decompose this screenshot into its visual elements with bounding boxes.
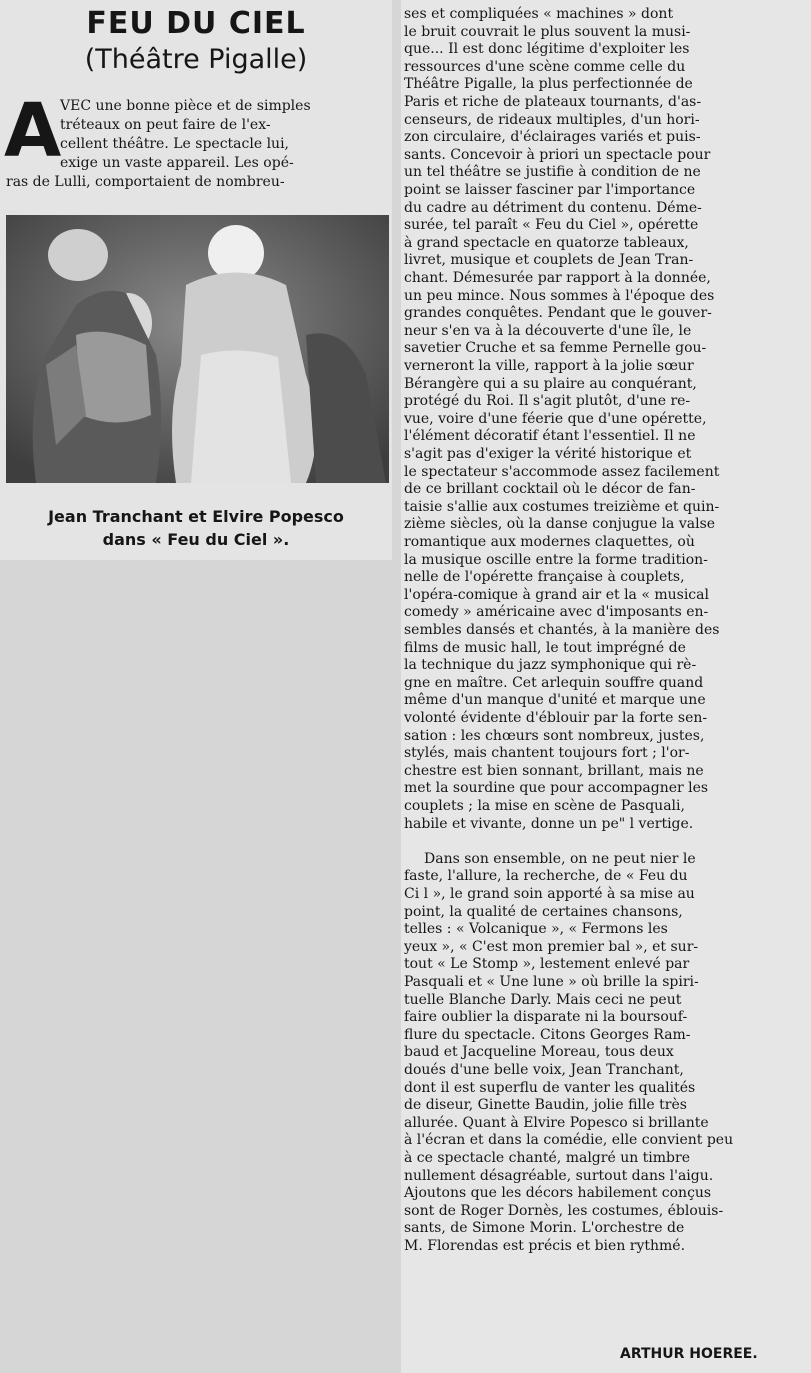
body-line: habile et vivante, donne un pe" l vertige. (404, 815, 694, 832)
body-line: Pasquali et « Une lune » où brille la spiri- (404, 974, 699, 990)
intro-line: cellent théâtre. Le spectacle lui, (60, 136, 289, 152)
body-line: flure du spectacle. Citons Georges Ram- (404, 1026, 691, 1043)
body-line: baud et Jacqueline Moreau, tous deux (404, 1044, 674, 1061)
body-line: couplets ; la mise en scène de Pasquali, (404, 798, 685, 814)
body-line: grandes conquêtes. Pendant que le gouver- (404, 305, 712, 322)
body-line: yeux », « C'est mon premier bal », et sur- (404, 938, 699, 955)
body-line: telles : « Volcanique », « Fermons les (404, 921, 668, 938)
body-line: zième siècles, où la danse conjugue la valse (404, 516, 716, 533)
body-line: dont il est superflu de vanter les qualités (404, 1079, 696, 1096)
body-line: faire oublier la disparate ni la boursouf- (404, 1009, 688, 1026)
caption-line: dans « Feu du Ciel ». (102, 530, 290, 549)
article-title: FEU DU CIEL (86, 6, 306, 41)
body-line: sants, de Simone Morin. L'orchestre de (404, 1220, 685, 1237)
body-line: protégé du Roi. Il s'agit plutôt, d'une re- (404, 393, 691, 410)
drop-cap: A (4, 88, 62, 174)
article-subtitle: (Théâtre Pigalle) (84, 44, 308, 75)
body-line: M. Florendas est précis et bien rythmé. (404, 1238, 686, 1254)
body-line: sembles dansés et chantés, à la manière des (404, 622, 720, 638)
body-line: sants. Concevoir à priori un spectacle pour (404, 146, 711, 163)
body-line: un peu mince. Nous sommes à l'époque des (404, 287, 715, 304)
intro-line: VEC une bonne pièce et de simples (60, 98, 311, 114)
body-line: vue, voire d'une féerie que d'une opérette, (404, 410, 707, 427)
body-line: la musique oscille entre la forme tradition- (404, 551, 708, 568)
intro-line: exige un vaste appareil. Les opé- (60, 155, 294, 171)
body-line: du cadre au détriment du contenu. Déme- (404, 199, 702, 216)
body-line: Théâtre Pigalle, la plus perfectionnée de (404, 76, 693, 93)
body-line: Dans son ensemble, on ne peut nier le (424, 850, 696, 867)
body-line: zon circulaire, d'éclairages variés et puis- (404, 129, 701, 146)
body-line: que... Il est donc légitime d'exploiter les (404, 41, 690, 58)
intro-line: ras de Lulli, comportaient de nombreu- (6, 174, 285, 190)
body-line: chestre est bien sonnant, brillant, mais ne (404, 762, 704, 779)
body-line: romantique aux modernes claquettes, où (404, 534, 695, 550)
body-line: tout « Le Stomp », lestement enlevé par (404, 956, 690, 973)
body-line: savetier Cruche et sa femme Pernelle gou- (404, 340, 707, 357)
body-line: ressources d'une scène comme celle du (404, 58, 686, 75)
body-line: censeurs, de rideaux multiples, d'un hori- (404, 111, 700, 128)
photo-image (6, 215, 389, 483)
body-line: faste, l'allure, la recherche, de « Feu du (404, 868, 688, 885)
body-line: de ce brillant cocktail où le décor de fan- (404, 481, 696, 498)
body-line: comedy » américaine avec d'imposants en- (404, 604, 709, 621)
body-line: volonté évidente d'éblouir par la forte sen- (404, 710, 708, 726)
body-line: doués d'une belle voix, Jean Tranchant, (404, 1062, 684, 1078)
body-line: le bruit couvrait le plus souvent la musi- (404, 23, 691, 40)
body-line: nullement désagréable, surtout dans l'aigu. (404, 1167, 714, 1184)
body-line: le spectateur s'accommode assez facilement (404, 463, 720, 480)
article-photo (6, 215, 389, 483)
article-signature: ARTHUR HOEREE. (620, 1346, 758, 1362)
body-line: s'agit pas d'exiger la vérité historique et (404, 446, 692, 462)
body-line: sont de Roger Dornès, les costumes, éblouis- (404, 1202, 724, 1219)
body-line: point, la qualité de certaines chansons, (404, 903, 683, 920)
body-line: nelle de l'opérette française à couplets, (404, 569, 685, 586)
body-line: gne en maître. Cet arlequin souffre quand (404, 674, 704, 691)
body-line: films de music hall, le tout imprégné de (404, 639, 686, 656)
intro-line: tréteaux on peut faire de l'ex- (60, 117, 271, 133)
body-line: ses et compliquées « machines » dont (404, 6, 674, 22)
body-line: à grand spectacle en quatorze tableaux, (404, 234, 689, 251)
body-line: Ci l », le grand soin apporté à sa mise au (404, 886, 695, 902)
body-line: met la sourdine que pour accompagner les (404, 780, 709, 797)
body-line: livret, musique et couplets de Jean Tran- (404, 252, 694, 269)
body-line: sation : les chœurs sont nombreux, justes, (404, 727, 705, 744)
body-line: l'opéra-comique à grand air et la « musical (404, 586, 709, 603)
body-line: point se laisser fasciner par l'importance (404, 182, 696, 198)
body-line: même d'un manque d'unité et marque une (404, 692, 706, 709)
body-line: taisie s'allie aux costumes treizième et quin- (404, 498, 720, 515)
body-line: neur s'en va à la découverte d'une île, le (404, 322, 692, 339)
body-line: de diseur, Ginette Baudin, jolie fille très (404, 1097, 687, 1114)
body-line: l'élément décoratif étant l'essentiel. Il ne (404, 428, 696, 445)
body-line: à ce spectacle chanté, malgré un timbre (404, 1150, 690, 1166)
body-line: tuelle Blanche Darly. Mais ceci ne peut (404, 991, 682, 1008)
body-line: verneront la ville, rapport à la jolie sœur (404, 358, 694, 374)
body-line: Bérangère qui a su plaire au conquérant, (404, 375, 697, 392)
body-line: la technique du jazz symphonique qui rè- (404, 657, 697, 674)
body-line: à l'écran et dans la comédie, elle convient peu (404, 1132, 734, 1149)
body-line: allurée. Quant à Elvire Popesco si brillante (404, 1114, 709, 1131)
body-line: Paris et riche de plateaux tournants, d'as- (404, 94, 702, 110)
body-line: stylés, mais chantent toujours fort ; l'or- (404, 745, 690, 762)
body-line: Ajoutons que les décors habilement conçus (404, 1185, 712, 1202)
body-line: surée, tel paraît « Feu du Ciel », opérette (404, 217, 699, 234)
body-line: un tel théâtre se justifie à condition de ne (404, 164, 701, 181)
caption-line: Jean Tranchant et Elvire Popesco (48, 507, 344, 526)
photo-caption (0, 505, 392, 551)
body-line: chant. Démesurée par rapport à la donnée, (404, 270, 711, 286)
